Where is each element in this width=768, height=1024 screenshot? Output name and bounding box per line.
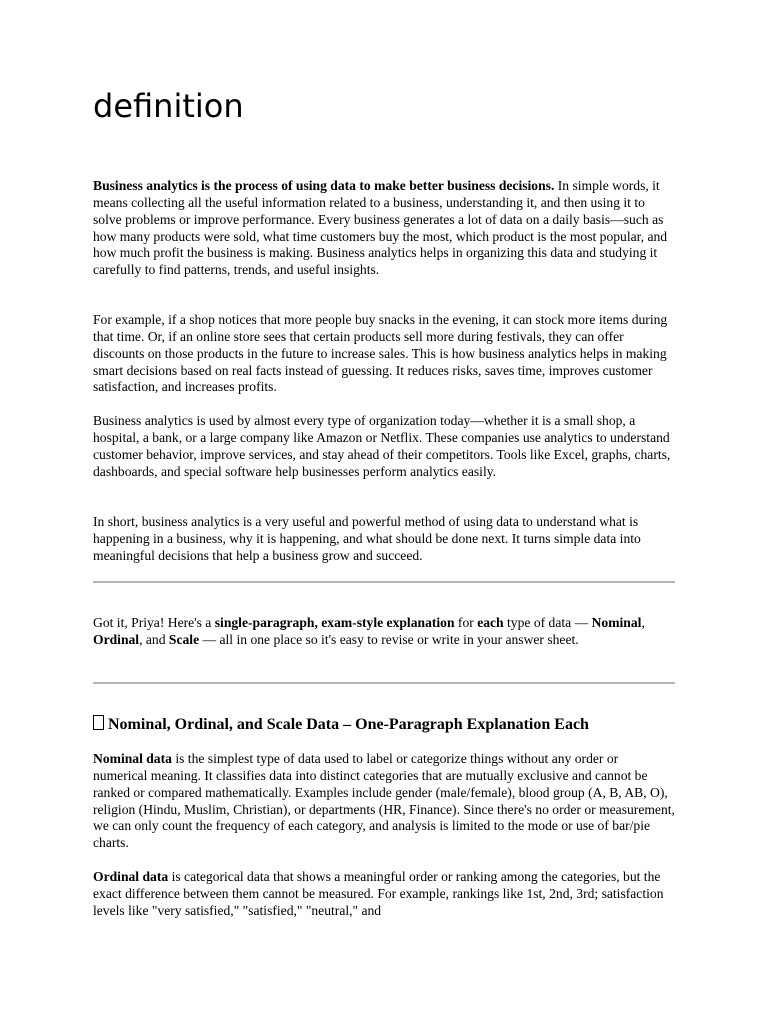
- intro-paragraph-3: Business analytics is used by almost every type of organization today—whether it is a small shop, a hospital, a bank, or a large company like Amazon or Netflix. These companies use analytics to understand customer behavior, improve services, and stay ahead of their competitors. Tools like Excel, graphs, charts, dashboards, and special software help businesses perform analytics easily.: [93, 413, 671, 479]
- section-heading: [93, 715, 693, 735]
- ordinal-paragraph: [93, 869, 675, 920]
- intro-paragraph-1-text: In simple words, it means collecting all the useful information related to a business, understanding it, and then using it to solve problems or improve performance. Every business generates a lot of data on a daily basis—such as how many products were sold, what time customers buy the most, which product is the most popular, and how much profit the business is making. Business analytics helps in organizing this data and studying it carefully to find patterns, trends, and useful insights.: [93, 178, 668, 278]
- intro-bold-lead: Business analytics is the process of using data to make better business decisions.: [93, 178, 555, 193]
- intro-paragraph-1: [93, 178, 675, 279]
- note-text-4: ,: [641, 615, 645, 630]
- ordinal-term: Ordinal data: [93, 869, 169, 884]
- note-text-5: , and: [139, 631, 169, 647]
- note-bold-2: each: [477, 615, 504, 630]
- missing-glyph-icon: [93, 715, 104, 730]
- horizontal-divider: [93, 581, 675, 583]
- horizontal-divider: [93, 682, 675, 684]
- intro-paragraph-2: For example, if a shop notices that more people buy snacks in the evening, it can stock more items during that time. Or, if an online store sees that certain products sell more during festivals, they can offer discounts on those products in the future to increase sales. This is how business analytics helps in making smart decisions based on real facts instead of guessing. It reduces risks, saves time, improves customer satisfaction, and increases profits.: [93, 312, 668, 395]
- note-paragraph: [93, 615, 675, 649]
- intro-paragraph-4: In short, business analytics is a very useful and powerful method of using data to understand what is happening in a business, why it is happening, and what should be done next. It turns simple data into meaningful decisions that help a business grow and succeed.: [93, 514, 641, 563]
- note-text-6: — all in one place so it's easy to revise or write in your answer sheet.: [199, 631, 579, 647]
- note-text-3: type of data —: [503, 615, 592, 630]
- note-bold-scale: Scale: [168, 631, 200, 647]
- note-bold-1: single-paragraph, exam-style explanation: [214, 615, 455, 630]
- nominal-term: Nominal data: [93, 751, 172, 766]
- nominal-paragraph: [93, 751, 675, 852]
- note-bold-ordinal: Ordinal: [93, 631, 140, 647]
- note-text-2: for: [454, 615, 478, 630]
- page-title: definition: [93, 87, 244, 125]
- note-text-1: Got it, Priya! Here's a: [93, 615, 215, 630]
- section-heading-text: Nominal, Ordinal, and Scale Data – One-Paragraph Explanation Each: [108, 716, 589, 733]
- note-bold-nominal: Nominal: [591, 615, 642, 630]
- ordinal-text: is categorical data that shows a meaningful order or ranking among the categories, but the exact difference between them cannot be measured. For example, rankings like 1st, 2nd, 3rd; satisfaction levels like "very satisfied," "satisfied," "neutral," and: [93, 869, 664, 918]
- nominal-text: is the simplest type of data used to label or categorize things without any order or numerical meaning. It classifies data into distinct categories that are mutually exclusive and cannot be ranked or compared mathematically. Examples include gender (male/female), blood group (A, B, AB, O), religion (Hindu, Muslim, Christian), or departments (HR, Finance). Since there's no order or measurement, we can only count the frequency of each category, and analysis is limited to the mode or use of bar/pie charts.: [93, 751, 675, 851]
